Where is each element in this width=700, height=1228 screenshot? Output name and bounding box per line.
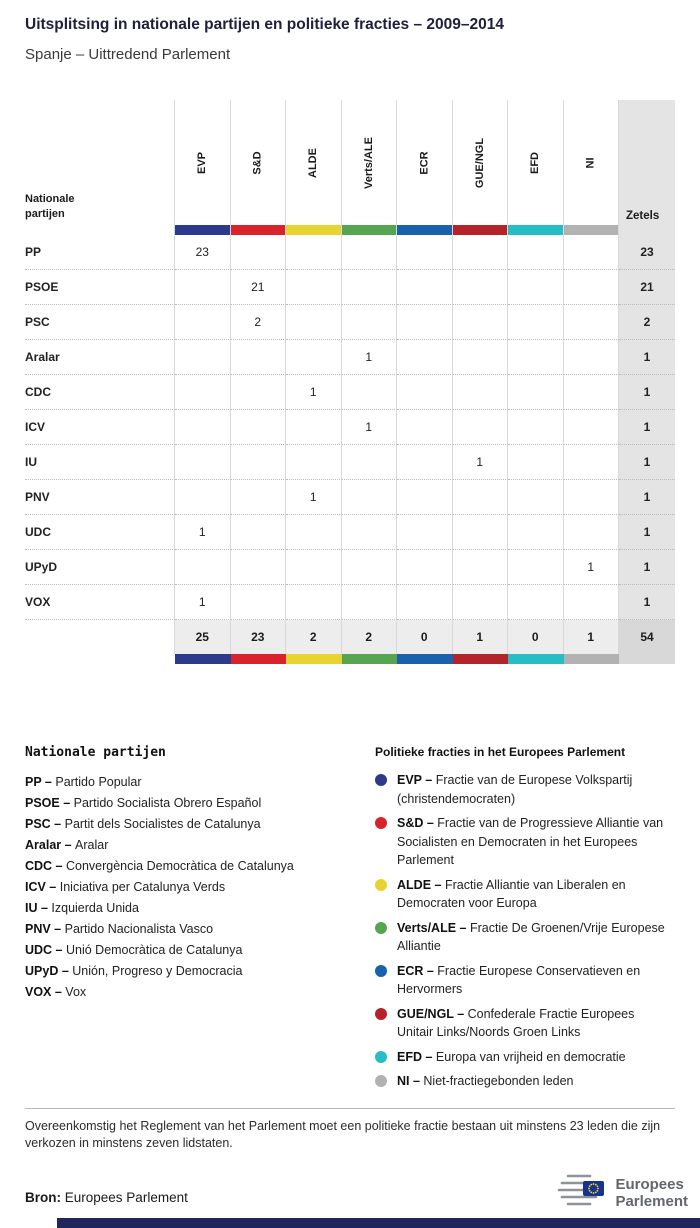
page-subtitle: Spanje – Uittredend Parlement (25, 46, 231, 63)
party-name-cell: PP (25, 235, 175, 270)
value-cell (564, 515, 620, 550)
value-cell: 1 (175, 515, 231, 550)
value-cell (397, 305, 453, 340)
value-cell (175, 445, 231, 480)
value-cell (231, 410, 287, 445)
page-header (25, 16, 675, 63)
group-header-rotated-label: ALDE (307, 147, 320, 178)
value-cell (175, 375, 231, 410)
group-header-rotated-label: Verts/ALE (362, 136, 375, 189)
group-legend-item (375, 771, 675, 808)
group-legend-text: EVP – Fractie van de Europese Volkspartij (christendemocraten) (397, 773, 633, 806)
table-header-group-vertsale (342, 100, 398, 235)
group-color-bar (453, 225, 508, 235)
party-legend-abbr: VOX – (25, 985, 66, 999)
group-legend-text: S&D – Fractie van de Progressieve Alliantie van Socialisten en Democraten in het Europees Parlement (397, 816, 664, 867)
value-cell (286, 270, 342, 305)
value-cell (453, 515, 509, 550)
value-cell: 23 (175, 235, 231, 270)
value-cell (508, 410, 564, 445)
group-color-dot (375, 774, 387, 786)
value-cell (286, 340, 342, 375)
totals-value-cell: 25 (175, 620, 231, 654)
seats-cell: 23 (619, 235, 675, 270)
value-cell (453, 410, 509, 445)
party-legend-name: Partido Socialista Obrero Español (73, 796, 262, 810)
group-legend-item (375, 1005, 675, 1042)
value-cell (453, 235, 509, 270)
party-legend-name: Aralar (75, 838, 109, 852)
totals-color-bar (175, 654, 231, 664)
national-parties-header-label: Nationale partijen (25, 193, 75, 220)
value-cell (453, 270, 509, 305)
seats-cell: 1 (619, 340, 675, 375)
political-groups-legend (375, 745, 675, 1097)
value-cell (564, 340, 620, 375)
party-legend-name: Convergència Democràtica de Catalunya (65, 859, 294, 873)
group-legend-text: GUE/NGL – Confederale Fractie Europees Unitair Links/Noords Groen Links (397, 1006, 635, 1039)
party-name-cell: UDC (25, 515, 175, 550)
totals-value-cell: 2 (342, 620, 398, 654)
value-cell: 1 (342, 410, 398, 445)
european-parliament-logo (553, 1170, 688, 1215)
value-cell (342, 585, 398, 620)
group-color-dot (375, 817, 387, 829)
value-cell: 1 (175, 585, 231, 620)
group-legend-text: ECR – Fractie Europese Conservatieven en Hervormers (397, 963, 641, 996)
seats-cell: 2 (619, 305, 675, 340)
value-cell (397, 235, 453, 270)
source-line (25, 1190, 188, 1205)
value-cell (564, 445, 620, 480)
table-header-group-sd (231, 100, 287, 235)
party-legend-item (25, 856, 375, 877)
value-cell (397, 270, 453, 305)
party-legend-abbr: PSOE – (25, 796, 74, 810)
group-header-rotated-label: S&D (251, 150, 264, 175)
group-color-dot (375, 1008, 387, 1020)
value-cell (397, 375, 453, 410)
value-cell (231, 480, 287, 515)
value-cell: 1 (286, 375, 342, 410)
value-cell (286, 235, 342, 270)
seats-cell: 1 (619, 585, 675, 620)
totals-color-bar (231, 654, 287, 664)
national-parties-list (25, 772, 375, 1003)
ep-logo-line1: Europees (615, 1175, 684, 1193)
totals-value-cell: 0 (397, 620, 453, 654)
value-cell (453, 375, 509, 410)
party-name-cell: IU (25, 445, 175, 480)
table-header-group-evp (175, 100, 231, 235)
party-name-cell: Aralar (25, 340, 175, 375)
party-name-cell: VOX (25, 585, 175, 620)
party-legend-name: Iniciativa per Catalunya Verds (59, 880, 226, 894)
table-header-group-guengl (453, 100, 509, 235)
party-legend-item (25, 877, 375, 898)
party-legend-abbr: ICV – (25, 880, 60, 894)
value-cell (453, 340, 509, 375)
value-cell: 1 (453, 445, 509, 480)
totals-value-cell: 0 (508, 620, 564, 654)
footnote-text: Overeenkomstig het Reglement van het Parlement moet een politieke fractie bestaan uit minstens 23 leden die zijn verkozen in minstens zeven lidstaten. (25, 1108, 675, 1152)
table-header-group-ni (564, 100, 620, 235)
value-cell (286, 585, 342, 620)
seats-cell: 21 (619, 270, 675, 305)
group-legend-item (375, 962, 675, 999)
party-legend-item (25, 982, 375, 1003)
value-cell (397, 515, 453, 550)
party-legend-item (25, 919, 375, 940)
value-cell (342, 235, 398, 270)
value-cell (342, 480, 398, 515)
party-legend-abbr: PSC – (25, 817, 65, 831)
group-color-bar (508, 225, 563, 235)
value-cell (397, 550, 453, 585)
value-cell (453, 585, 509, 620)
party-legend-abbr: PNV – (25, 922, 65, 936)
party-name-cell: ICV (25, 410, 175, 445)
value-cell (564, 235, 620, 270)
table-header-group-alde (286, 100, 342, 235)
political-groups-legend-title: Politieke fracties in het Europees Parlement (375, 745, 626, 759)
totals-color-bar (453, 654, 509, 664)
totals-color-bar (508, 654, 564, 664)
value-cell (231, 235, 287, 270)
group-color-bar (231, 225, 286, 235)
party-legend-abbr: IU – (25, 901, 52, 915)
value-cell: 21 (231, 270, 287, 305)
value-cell (508, 480, 564, 515)
group-legend-text: Verts/ALE – Fractie De Groenen/Vrije Europese Alliantie (397, 920, 665, 953)
value-cell: 1 (564, 550, 620, 585)
group-legend-text: ALDE – Fractie Alliantie van Liberalen en Democraten voor Europa (397, 877, 626, 910)
value-cell (508, 585, 564, 620)
value-cell (231, 375, 287, 410)
group-header-rotated-label: EVP (196, 151, 209, 174)
party-legend-item (25, 961, 375, 982)
value-cell (397, 480, 453, 515)
national-parties-legend (25, 745, 375, 1097)
party-legend-abbr: Aralar – (25, 838, 76, 852)
totals-color-bar (286, 654, 342, 664)
value-cell: 1 (286, 480, 342, 515)
value-cell (342, 305, 398, 340)
party-legend-item (25, 898, 375, 919)
party-legend-item (25, 940, 375, 961)
party-name-cell: PSC (25, 305, 175, 340)
group-color-bar (564, 225, 619, 235)
party-name-cell: PSOE (25, 270, 175, 305)
group-header-rotated-label: ECR (418, 150, 431, 175)
table-header-group-efd (508, 100, 564, 235)
value-cell (231, 585, 287, 620)
party-legend-abbr: CDC – (25, 859, 66, 873)
value-cell (508, 375, 564, 410)
party-legend-name: Unión, Progreso y Democracia (72, 964, 243, 978)
party-table (25, 100, 675, 664)
value-cell (175, 410, 231, 445)
value-cell (397, 585, 453, 620)
party-legend-abbr: UPyD – (25, 964, 73, 978)
group-color-bar (397, 225, 452, 235)
group-header-rotated-label: EFD (529, 151, 542, 174)
value-cell (508, 270, 564, 305)
ep-logo-text (615, 1176, 688, 1210)
group-legend-item (375, 876, 675, 913)
totals-value-cell: 1 (453, 620, 509, 654)
value-cell (342, 445, 398, 480)
seats-cell: 1 (619, 550, 675, 585)
party-name-cell: UPyD (25, 550, 175, 585)
group-legend-item (375, 919, 675, 956)
value-cell (286, 305, 342, 340)
totals-color-bar (564, 654, 620, 664)
value-cell (508, 235, 564, 270)
value-cell (508, 340, 564, 375)
group-header-rotated-label: NI (584, 157, 597, 168)
group-legend-text: NI – Niet-fractiegebonden leden (397, 1074, 574, 1088)
group-color-bar (342, 225, 397, 235)
totals-value-cell: 2 (286, 620, 342, 654)
seats-cell: 1 (619, 375, 675, 410)
value-cell (342, 515, 398, 550)
party-legend-item (25, 835, 375, 856)
value-cell (564, 585, 620, 620)
totals-bar-spacer (25, 654, 175, 664)
value-cell (175, 305, 231, 340)
source-value: Europees Parlement (64, 1190, 188, 1205)
value-cell (564, 410, 620, 445)
value-cell: 2 (231, 305, 287, 340)
value-cell (175, 340, 231, 375)
value-cell (286, 515, 342, 550)
legend-section (25, 745, 675, 1097)
value-cell (175, 480, 231, 515)
group-color-bar (286, 225, 341, 235)
political-groups-list (375, 771, 675, 1091)
value-cell (231, 515, 287, 550)
table-header-group-ecr (397, 100, 453, 235)
party-legend-item (25, 793, 375, 814)
group-color-dot (375, 1075, 387, 1087)
totals-first-cell (25, 620, 175, 654)
source-label: Bron: (25, 1190, 61, 1205)
group-legend-item (375, 814, 675, 870)
party-legend-name: Unió Democràtica de Catalunya (65, 943, 243, 957)
party-legend-name: Izquierda Unida (51, 901, 139, 915)
totals-value-cell: 1 (564, 620, 620, 654)
value-cell (453, 305, 509, 340)
group-header-rotated-label: GUE/NGL (473, 137, 486, 188)
value-cell (286, 445, 342, 480)
party-name-cell: PNV (25, 480, 175, 515)
seats-cell: 1 (619, 445, 675, 480)
group-color-dot (375, 879, 387, 891)
value-cell (231, 445, 287, 480)
seats-cell: 1 (619, 515, 675, 550)
value-cell: 1 (342, 340, 398, 375)
ep-logo-line2: Parlement (615, 1192, 688, 1210)
value-cell (564, 305, 620, 340)
value-cell (342, 270, 398, 305)
group-legend-item (375, 1072, 675, 1091)
value-cell (508, 445, 564, 480)
value-cell (231, 340, 287, 375)
totals-seats-cell: 54 (619, 620, 675, 654)
party-name-cell: CDC (25, 375, 175, 410)
value-cell (397, 340, 453, 375)
value-cell (564, 270, 620, 305)
value-cell (397, 410, 453, 445)
party-legend-item (25, 814, 375, 835)
group-color-dot (375, 1051, 387, 1063)
seats-cell: 1 (619, 480, 675, 515)
table-header-seats: Zetels (619, 100, 675, 235)
party-legend-name: Partit dels Socialistes de Catalunya (64, 817, 261, 831)
value-cell (397, 445, 453, 480)
value-cell (286, 550, 342, 585)
value-cell (564, 375, 620, 410)
group-color-dot (375, 922, 387, 934)
value-cell (453, 550, 509, 585)
value-cell (508, 550, 564, 585)
seats-cell: 1 (619, 410, 675, 445)
value-cell (231, 550, 287, 585)
party-legend-name: Partido Popular (55, 775, 142, 789)
page-title: Uitsplitsing in nationale partijen en politieke fracties – 2009–2014 (25, 16, 504, 33)
party-legend-abbr: UDC – (25, 943, 66, 957)
totals-color-bar (342, 654, 398, 664)
bottom-accent-bar (57, 1218, 700, 1228)
value-cell (175, 550, 231, 585)
totals-color-bar (397, 654, 453, 664)
group-color-dot (375, 965, 387, 977)
table-header-national-parties (25, 100, 175, 235)
group-legend-item (375, 1048, 675, 1067)
value-cell (508, 305, 564, 340)
group-legend-text: EFD – Europa van vrijheid en democratie (397, 1049, 626, 1064)
value-cell (508, 515, 564, 550)
value-cell (342, 550, 398, 585)
group-color-bar (175, 225, 230, 235)
value-cell (342, 375, 398, 410)
ep-hemicycle-flag-icon (553, 1170, 607, 1215)
party-legend-item (25, 772, 375, 793)
party-legend-name: Vox (65, 985, 87, 999)
totals-bar-seats (619, 654, 675, 664)
value-cell (453, 480, 509, 515)
party-legend-name: Partido Nacionalista Vasco (64, 922, 214, 936)
national-parties-legend-title: Nationale partijen (25, 745, 166, 760)
totals-value-cell: 23 (231, 620, 287, 654)
value-cell (175, 270, 231, 305)
party-legend-abbr: PP – (25, 775, 56, 789)
value-cell (564, 480, 620, 515)
value-cell (286, 410, 342, 445)
